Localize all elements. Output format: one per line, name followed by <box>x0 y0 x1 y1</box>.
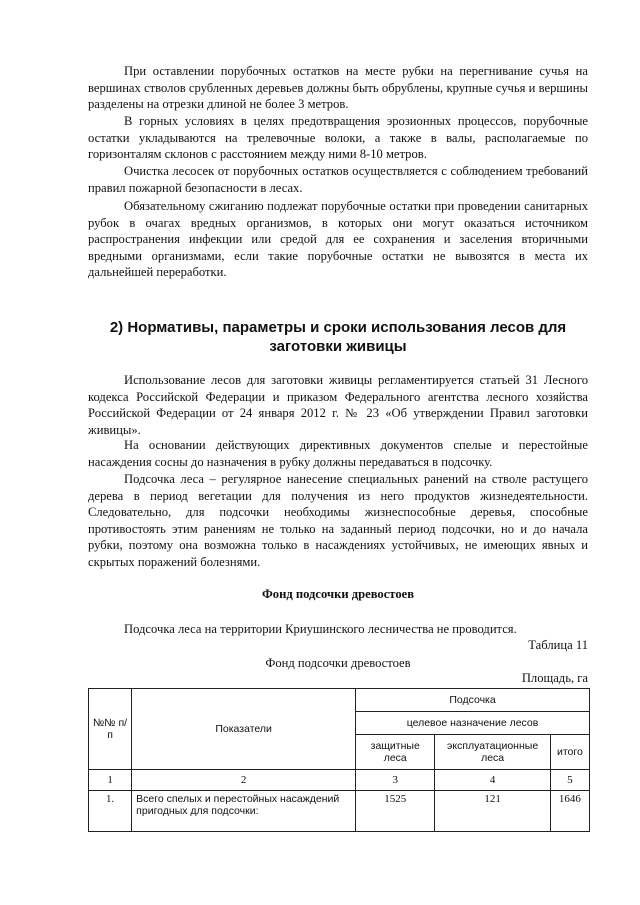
row-protective: 1525 <box>356 791 435 832</box>
header-indicators: Показатели <box>132 689 356 770</box>
header-protective: защитные леса <box>356 735 435 770</box>
table-title: Фонд подсочки древостоев <box>265 656 411 670</box>
header-no: №№ п/п <box>89 689 132 770</box>
header-total: итого <box>550 735 589 770</box>
numbering-cell: 2 <box>132 770 356 791</box>
row-indicator: Всего спелых и перестойных насаждений пригодных для подсочки: <box>132 791 356 832</box>
header-exploitation: эксплуатационные леса <box>435 735 550 770</box>
paragraph-mandatory-burning: Обязательному сжиганию подлежат порубочные остатки при проведении санитарных рубок в очагах вредных организмов, в которых они могут оказаться источником распространения инфекции или средой для ее сохранения и заселения вторичными вредными организмами, если такие порубочные остатки не вывозятся в места их дальнейшей переработки. <box>88 199 588 280</box>
numbering-cell: 4 <box>435 770 550 791</box>
table-unit: Площадь, га <box>521 671 588 685</box>
paragraph-regulation: Использование лесов для заготовки живицы регламентируется статьей 31 Лесного кодекса Российской Федерации и приказом Федерального агентства лесного хозяйства Российской Федерации от 24 января 2012 г. № 23 «Об утверждении Правил заготовки живицы». <box>88 373 588 437</box>
paragraph-tapping-definition: Подсочка леса – регулярное нанесение специальных ранений на стволе растущего дерева в период вегетации для получения из него продуктов жизнедеятельности. Следовательно, для подсочки необходимы жизнеспособные деревья, способные противостоять этим ранениям не только на заданный период подсочки, но и до начала рубки, поэтому она возможна только в насаждениях устойчивых, не имеющих явных и скрытых поражений болезнями. <box>88 472 588 569</box>
header-tapping: Подсочка <box>356 689 590 712</box>
numbering-cell: 5 <box>550 770 589 791</box>
paragraph-mountain-conditions: В горных условиях в целях предотвращения эрозионных процессов, порубочные остатки укладываются на трелевочные волоки, а также в валы, располагаемые по горизонталям склонов с расстоянием между ними 8-10 метров. <box>88 114 588 162</box>
paragraph-fire-safety: Очистка лесосек от порубочных остатков осуществляется с соблюдением требований правил пожарной безопасности в лесах. <box>88 164 588 195</box>
paragraph-residue-cutting: При оставлении порубочных остатков на месте рубки на перегнивание сучья на вершинах стволов срубленных деревьев должны быть обрублены, крупные сучья и вершины разделены на отрезки длиной не более 3 метров. <box>88 64 588 112</box>
numbering-cell: 1 <box>89 770 132 791</box>
fund-heading: Фонд подсочки древостоев <box>261 587 415 601</box>
row-exploitation: 121 <box>435 791 550 832</box>
table-row <box>89 791 590 832</box>
fund-statement: Подсочка леса на территории Криушинского лесничества не проводится. <box>124 622 517 636</box>
row-no: 1. <box>89 791 132 832</box>
section-heading: 2) Нормативы, параметры и сроки использования лесов для заготовки живицы <box>109 319 567 355</box>
fund-table <box>88 688 590 832</box>
paragraph-directives: На основании действующих директивных документов спелые и перестойные насаждения сосны до назначения в рубку должны передаваться в подсочку. <box>88 438 588 469</box>
numbering-cell: 3 <box>356 770 435 791</box>
table-label: Таблица 11 <box>528 638 588 652</box>
row-total: 1646 <box>550 791 589 832</box>
header-purpose: целевое назначение лесов <box>356 712 590 735</box>
